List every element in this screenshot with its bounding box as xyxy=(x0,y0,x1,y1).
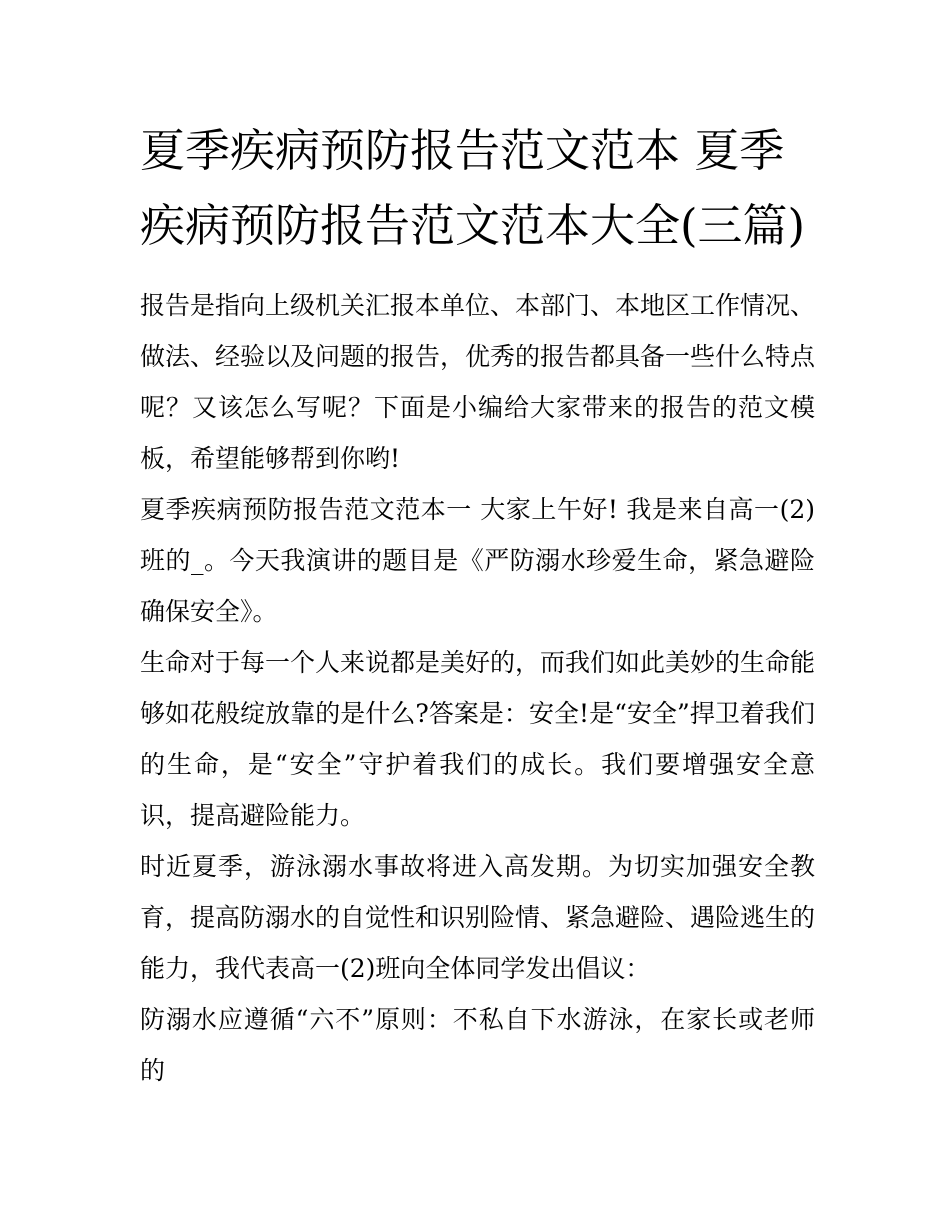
document-title: 夏季疾病预防报告范文范本 夏季疾病预防报告范文范本大全(三篇) xyxy=(140,124,806,252)
title-spacer xyxy=(140,263,815,280)
paragraph-initiative: 时近夏季，游泳溺水事故将进入高发期。为切实加强安全教育，提高防溺水的自觉性和识别险情、紧急避险、遇险逃生的能力，我代表高一(2)班向全体同学发出倡议： xyxy=(140,852,816,983)
paragraph-six-rules: 防溺水应遵循“六不”原则：不私自下水游泳，在家长或老师的 xyxy=(140,1005,815,1085)
document-body xyxy=(140,113,815,1096)
paragraph-safety-value: 生命对于每一个人来说都是美好的，而我们如此美妙的生命能够如花般绽放靠的是什么?答案是：安全!是“安全”捍卫着我们的生命，是“安全”守护着我们的成长。我们要增强安全意识，提高避险能力。 xyxy=(140,648,816,830)
paragraph-intro: 报告是指向上级机关汇报本单位、本部门、本地区工作情况、做法、经验以及问题的报告，优秀的报告都具备一些什么特点呢？又该怎么写呢？下面是小编给大家带来的报告的范文模板，希望能够帮到你哟! xyxy=(140,291,816,473)
paragraph-speech-opening: 夏季疾病预防报告范文范本一 大家上午好! 我是来自高一(2)班的_。今天我演讲的题目是《严防溺水珍爱生命，紧急避险确保安全》。 xyxy=(140,495,815,626)
